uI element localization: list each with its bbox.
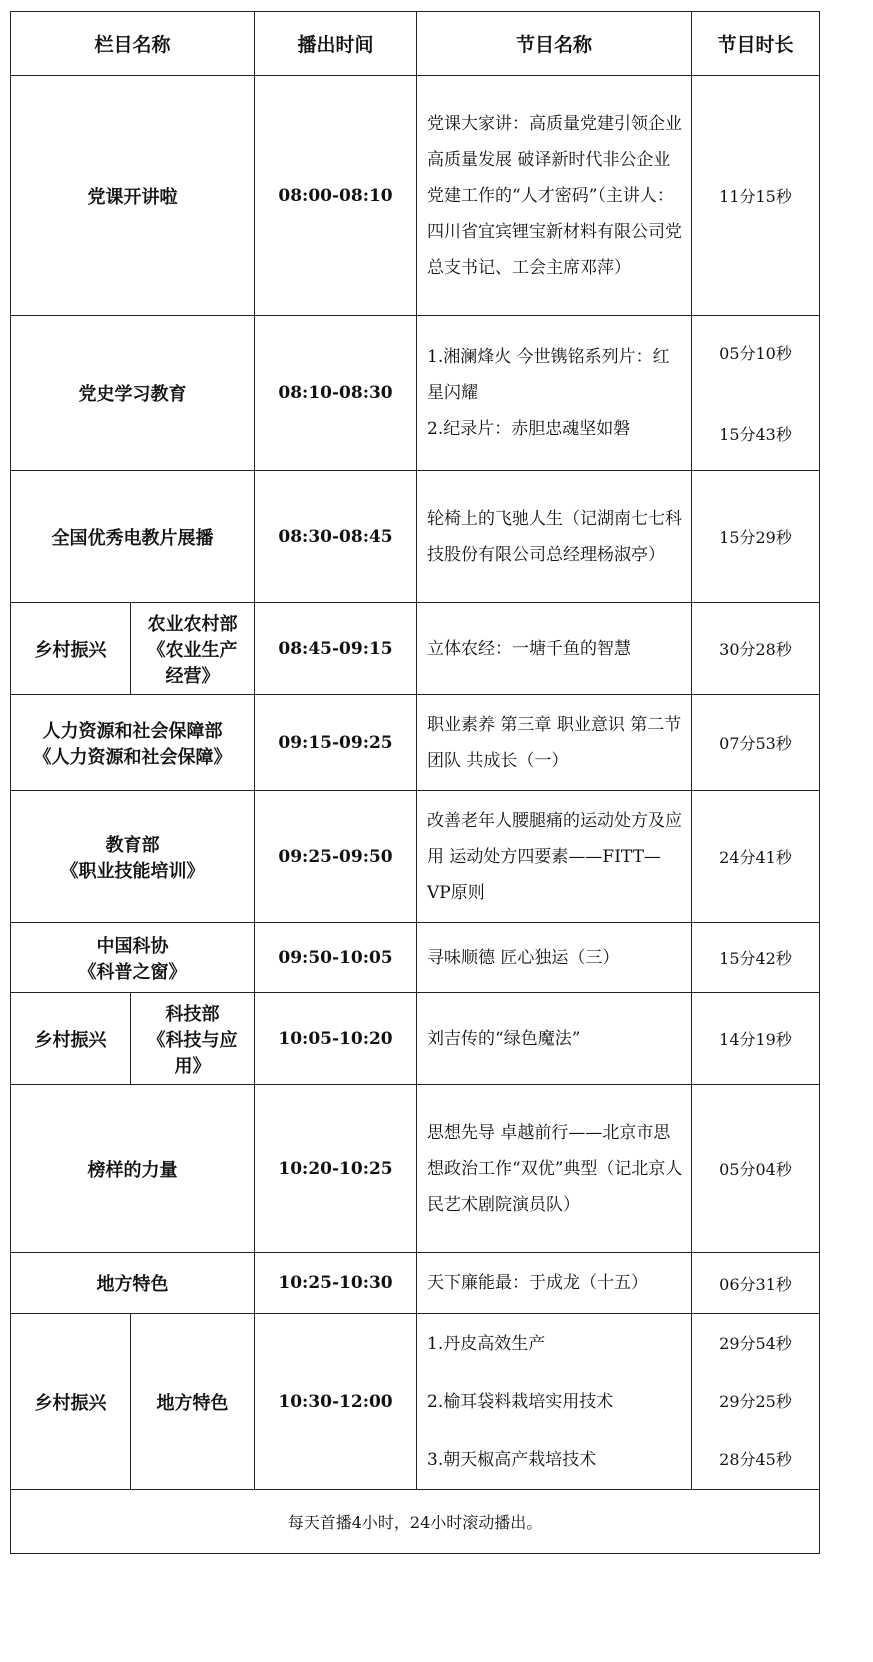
- table-row: [11, 1085, 820, 1253]
- category-line: 人力资源和社会保障部: [42, 720, 223, 742]
- table-row: [11, 695, 820, 791]
- subcategory-cell: [131, 993, 255, 1085]
- category-cell: 全国优秀电教片展播: [11, 471, 255, 603]
- program-cell: 刘吉传的“绿色魔法”: [417, 993, 692, 1085]
- category-cell: 地方特色: [11, 1253, 255, 1314]
- program-cell: 立体农经：一塘千鱼的智慧: [417, 603, 692, 695]
- time-cell: 10:25-10:30: [255, 1253, 417, 1314]
- table-row: [11, 76, 820, 316]
- duration-item: 29分54秒: [719, 1333, 792, 1353]
- time-cell: 10:30-12:00: [255, 1314, 417, 1490]
- category-line: 教育部: [105, 834, 160, 856]
- duration-cell: 15分42秒: [692, 923, 820, 993]
- subcategory-line: 用》: [174, 1055, 211, 1077]
- subcategory-line: 经营》: [165, 665, 220, 687]
- category-cell: 党史学习教育: [11, 316, 255, 471]
- category-cell: [11, 791, 255, 923]
- program-item: 2.纪录片：赤胆忠魂坚如磐: [427, 419, 631, 439]
- category-cell: 党课开讲啦: [11, 76, 255, 316]
- category-line: 《职业技能培训》: [60, 860, 205, 882]
- footer-note: 每天首播4小时，24小时滚动播出。: [11, 1490, 820, 1554]
- program-cell: [417, 316, 692, 471]
- header-time: 播出时间: [255, 12, 417, 76]
- time-cell: 09:25-09:50: [255, 791, 417, 923]
- subcategory-cell: [131, 603, 255, 695]
- time-cell: 09:50-10:05: [255, 923, 417, 993]
- footer-row: [11, 1490, 820, 1554]
- subcategory-cell: 地方特色: [131, 1314, 255, 1490]
- program-item: 1.湘澜烽火 今世镌铭系列片：红星闪耀: [427, 347, 670, 403]
- category-cell: 榜样的力量: [11, 1085, 255, 1253]
- table-row: [11, 791, 820, 923]
- program-cell: 改善老年人腰腿痛的运动处方及应用 运动处方四要素——FITT—VP原则: [417, 791, 692, 923]
- table-row: [11, 1253, 820, 1314]
- program-cell: 思想先导 卓越前行——北京市思想政治工作“双优”典型（记北京人民艺术剧院演员队）: [417, 1085, 692, 1253]
- duration-item: 28分45秒: [719, 1449, 792, 1469]
- program-cell: 轮椅上的飞驰人生（记湖南七七科技股份有限公司总经理杨淑亭）: [417, 471, 692, 603]
- time-cell: 08:45-09:15: [255, 603, 417, 695]
- subcategory-line: 农业农村部: [147, 613, 238, 635]
- time-cell: 08:10-08:30: [255, 316, 417, 471]
- program-cell: 寻味顺德 匠心独运（三）: [417, 923, 692, 993]
- time-cell: 08:30-08:45: [255, 471, 417, 603]
- duration-item: 29分25秒: [719, 1391, 792, 1411]
- table-row: [11, 993, 820, 1085]
- duration-cell: 05分04秒: [692, 1085, 820, 1253]
- category-cell: [11, 695, 255, 791]
- duration-cell: 11分15秒: [692, 76, 820, 316]
- time-cell: 09:15-09:25: [255, 695, 417, 791]
- table-row: [11, 603, 820, 695]
- duration-cell: 24分41秒: [692, 791, 820, 923]
- category-cell: [11, 923, 255, 993]
- program-cell: [417, 1314, 692, 1490]
- duration-item: 05分10秒: [719, 344, 792, 363]
- subcategory-line: 《科技与应: [147, 1029, 238, 1051]
- subcategory-line: 《农业生产: [147, 639, 238, 661]
- category-line: 中国科协: [96, 935, 169, 957]
- duration-cell: 15分29秒: [692, 471, 820, 603]
- time-cell: 10:20-10:25: [255, 1085, 417, 1253]
- time-cell: 10:05-10:20: [255, 993, 417, 1085]
- program-cell: 职业素养 第三章 职业意识 第二节 团队 共成长（一）: [417, 695, 692, 791]
- program-cell: 天下廉能最：于成龙（十五）: [417, 1253, 692, 1314]
- time-cell: 08:00-08:10: [255, 76, 417, 316]
- duration-cell: 14分19秒: [692, 993, 820, 1085]
- table-row: [11, 316, 820, 471]
- category-cell: 乡村振兴: [11, 993, 131, 1085]
- schedule-table: [10, 11, 820, 1554]
- header-duration: 节目时长: [692, 12, 820, 76]
- table-row: [11, 1314, 820, 1490]
- duration-cell: 07分53秒: [692, 695, 820, 791]
- header-row: [11, 12, 820, 76]
- category-cell: 乡村振兴: [11, 1314, 131, 1490]
- program-item: 2.榆耳袋料栽培实用技术: [427, 1391, 614, 1412]
- duration-cell: 06分31秒: [692, 1253, 820, 1314]
- category-line: 《科普之窗》: [78, 961, 187, 983]
- duration-item: 15分43秒: [719, 425, 792, 444]
- header-program: 节目名称: [417, 12, 692, 76]
- duration-cell: [692, 316, 820, 471]
- program-cell: 党课大家讲：高质量党建引领企业高质量发展 破译新时代非公企业党建工作的“人才密码”（主讲人：四川省宜宾锂宝新材料有限公司党总支书记、工会主席邓萍）: [417, 76, 692, 316]
- subcategory-line: 科技部: [165, 1003, 220, 1025]
- category-line: 《人力资源和社会保障》: [33, 746, 232, 768]
- header-category: 栏目名称: [11, 12, 255, 76]
- duration-cell: 30分28秒: [692, 603, 820, 695]
- table-row: [11, 471, 820, 603]
- program-item: 1.丹皮高效生产: [427, 1333, 546, 1354]
- category-cell: 乡村振兴: [11, 603, 131, 695]
- program-item: 3.朝天椒高产栽培技术: [427, 1449, 597, 1470]
- table-row: [11, 923, 820, 993]
- duration-cell: [692, 1314, 820, 1490]
